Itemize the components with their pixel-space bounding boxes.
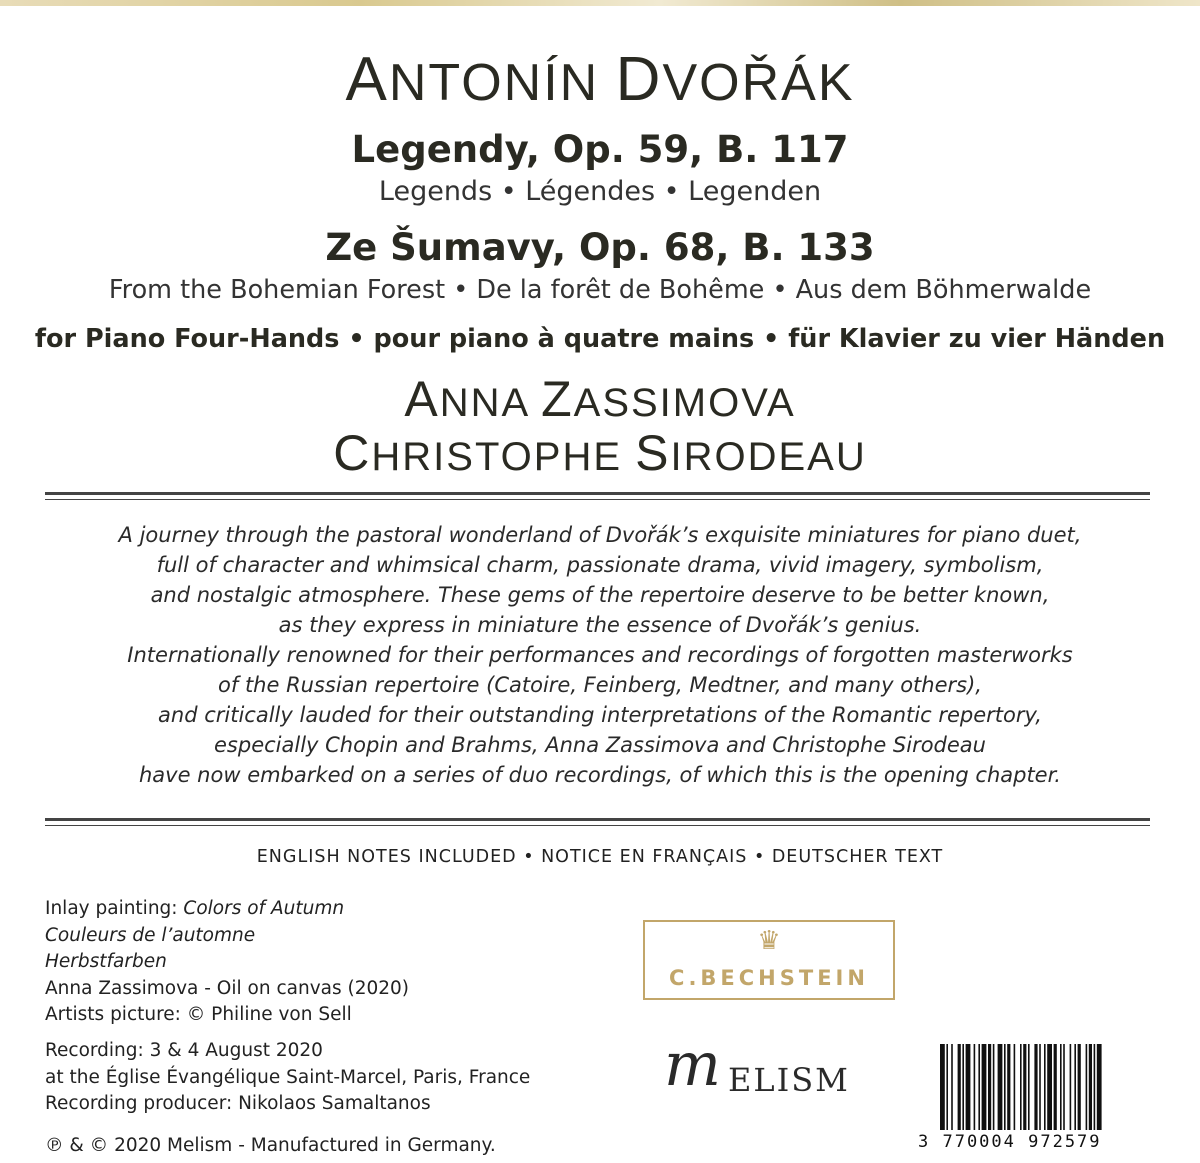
performer-christophe-sirodeau: CHRISTOPHE SIRODEAU (333, 425, 867, 481)
barcode-bar (1034, 1044, 1037, 1130)
barcode-bar (1047, 1044, 1052, 1130)
barcode-bar (998, 1044, 1003, 1130)
instrumentation: for Piano Four-Hands • pour piano à quatre mains • für Klavier zu vier Händen (34, 324, 1166, 354)
bechstein-wordmark: C.BECHSTEIN (669, 966, 869, 990)
divider-top (45, 492, 1150, 495)
barcode-bar (1060, 1044, 1062, 1130)
work-title-legendy: Legendy, Op. 59, B. 117 (351, 128, 849, 171)
divider-bottom (45, 818, 1150, 821)
recording-producer: Recording producer: Nikolaos Samaltanos (45, 1093, 431, 1114)
blurb-line: have now embarked on a series of duo recordings, of which this is the opening chapter. (138, 763, 1061, 787)
blurb-line: and nostalgic atmosphere. These gems of the repertoire deserve to be better known, (150, 583, 1050, 607)
divider-bottom-thin (45, 825, 1150, 826)
composer-name: ANTONÍN DVOŘÁK (345, 45, 855, 114)
barcode-bar (1039, 1044, 1041, 1130)
barcode-bar (1014, 1044, 1016, 1130)
barcode-bar (1074, 1044, 1076, 1130)
bechstein-logo (643, 920, 895, 1000)
barcode-bar (1044, 1044, 1046, 1130)
barcode-number: 3 770004 972579 (918, 1132, 1158, 1152)
recording-date: Recording: 3 & 4 August 2020 (45, 1040, 323, 1061)
barcode-bar (940, 1044, 945, 1130)
barcode (918, 1042, 1158, 1152)
barcode-bar (946, 1044, 948, 1130)
painting-credits (45, 896, 409, 1029)
notes-languages: ENGLISH NOTES INCLUDED • NOTICE EN FRANÇAIS • DEUTSCHER TEXT (256, 847, 944, 867)
barcode-bar (982, 1044, 987, 1130)
barcode-bar (962, 1044, 964, 1130)
crown-icon: ♛ (757, 926, 781, 956)
recording-venue: at the Église Évangélique Saint-Marcel, Paris, France (45, 1066, 531, 1088)
copyright-notice: ℗ & © 2020 Melism - Manufactured in Germany. (45, 1135, 496, 1156)
barcode-bar (978, 1044, 980, 1130)
top-painting-strip (0, 0, 1200, 6)
barcode-bar (966, 1044, 971, 1130)
barcode-bar (1070, 1044, 1072, 1130)
barcode-bar (1004, 1044, 1006, 1130)
melism-initial: m (664, 1030, 721, 1100)
barcode-bar (1020, 1044, 1022, 1130)
blurb-line: as they express in miniature the essence of Dvořák’s genius. (278, 613, 922, 637)
barcode-bar (1094, 1044, 1096, 1130)
barcode-bar (1097, 1044, 1102, 1130)
blurb-line: full of character and whimsical charm, passionate drama, vivid imagery, symbolism, (156, 553, 1044, 577)
inlay-title-fr: Couleurs de l’automne (45, 924, 256, 946)
inlay-title: Colors of Autumn (183, 898, 345, 919)
divider-top-thin (45, 499, 1150, 500)
barcode-bar (1028, 1044, 1030, 1130)
barcode-bar (988, 1044, 991, 1130)
barcode-bar (974, 1044, 976, 1130)
performer-anna-zassimova: ANNA ZASSIMOVA (404, 371, 796, 427)
barcode-bar (951, 1044, 953, 1130)
inlay-label: Inlay painting: (45, 898, 184, 919)
barcode-bar (1078, 1044, 1081, 1130)
blurb-line: and critically lauded for their outstanding interpretations of the Romantic repertory, (158, 703, 1042, 727)
barcode-bar (1007, 1044, 1010, 1130)
barcode-bar (958, 1044, 961, 1130)
work-subtitle-bohemian-forest: From the Bohemian Forest • De la forêt de Bohême • Aus dem Böhmerwalde (108, 275, 1092, 305)
barcode-bar (1089, 1044, 1092, 1130)
recording-credits (45, 1038, 530, 1118)
barcode-bar (1086, 1044, 1088, 1130)
blurb-line: A journey through the pastoral wonderland of Dvořák’s exquisite miniatures for piano duet, (118, 523, 1082, 547)
work-subtitle-legends: Legends • Légendes • Legenden (378, 176, 822, 207)
melism-wordmark: ELISM (728, 1061, 850, 1099)
inlay-title-de: Herbstfarben (45, 951, 167, 972)
blurb-line: Internationally renowned for their performances and recordings of forgotten masterworks (127, 643, 1073, 667)
inlay-artist: Anna Zassimova - Oil on canvas (2020) (45, 977, 410, 999)
blurb-line: of the Russian repertoire (Catoire, Feinberg, Medtner, and many others), (218, 673, 982, 697)
artists-picture-credit: Artists picture: © Philine von Sell (45, 1004, 352, 1025)
barcode-bar (1063, 1044, 1065, 1130)
barcode-bars (918, 1042, 1158, 1134)
barcode-bar (993, 1044, 995, 1130)
work-title-ze-sumavy: Ze Šumavy, Op. 68, B. 133 (325, 226, 875, 269)
barcode-bar (1023, 1044, 1026, 1130)
barcode-bar (1054, 1044, 1057, 1130)
blurb-line: especially Chopin and Brahms, Anna Zassimova and Christophe Sirodeau (214, 733, 986, 757)
description-blurb (40, 520, 1160, 790)
melism-logo (660, 1030, 870, 1110)
